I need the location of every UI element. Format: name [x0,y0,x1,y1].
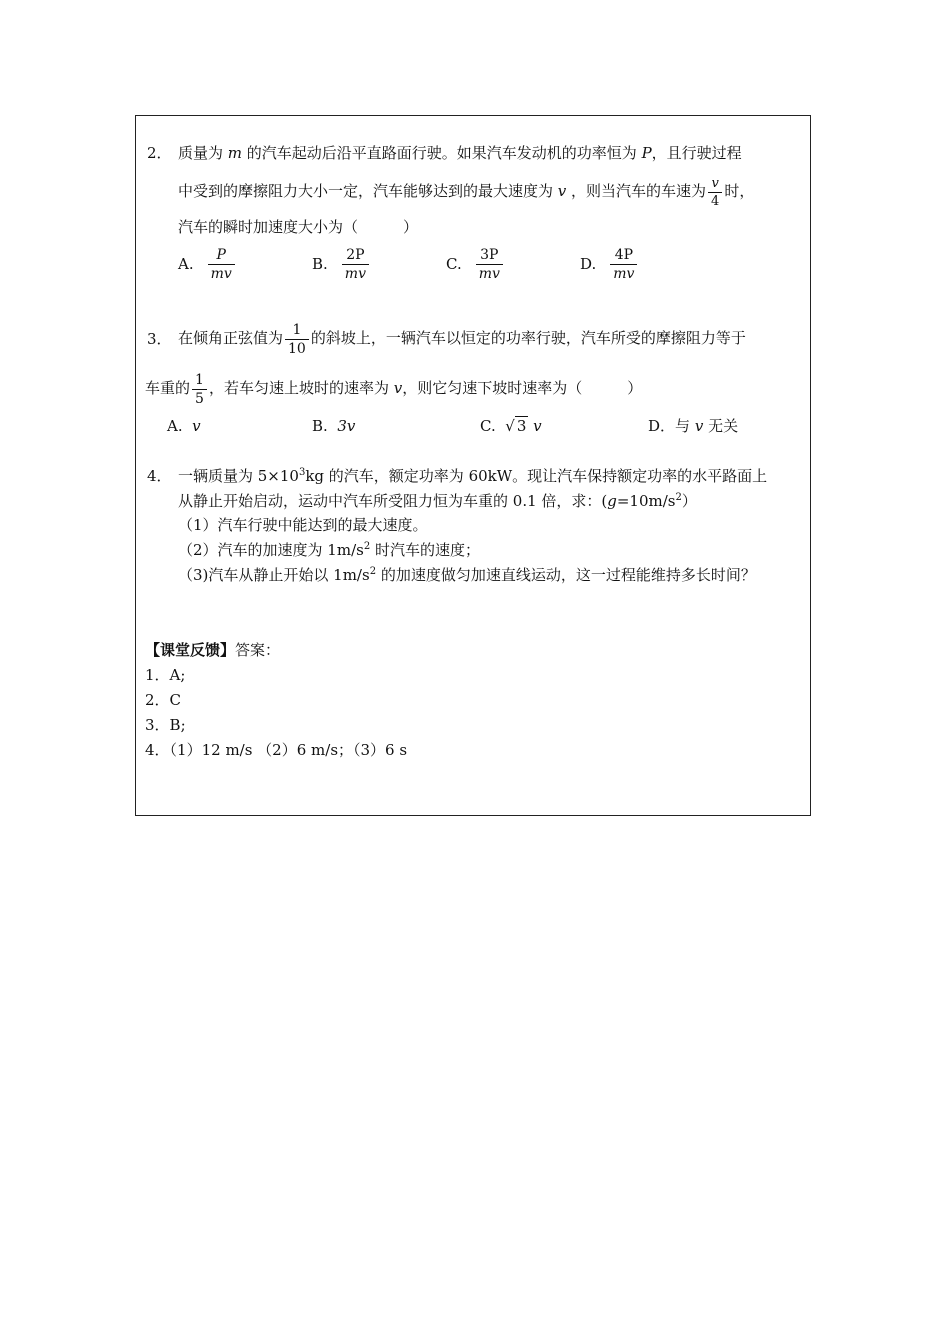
q2-number: 2． [147,144,172,162]
q4-line-2: 从静止开始启动，运动中汽车所受阻力恒为车重的 0.1 倍，求：$(g=10m/s^2)$ [178,492,697,510]
q3-option-a: A. v [167,417,201,435]
speed-fraction: $\frac{v}{4}$ [708,177,722,208]
q2-option-c: C. $\frac{3P}{mv}$ [446,248,505,281]
answer-1: 1．A; [145,666,186,684]
q4-line-1: 一辆质量为 $5\times 10^3kg$ 的汽车，额定功率为 60kW。现让汽车保持额定功率的水平路面上 [178,467,768,485]
sqrt-symbol: √ 3 [505,417,527,435]
answer-4: 4．（1）12 m/s （2）6 m/s；（3）6 s [145,741,408,759]
q4-sub-1: （1）汽车行驶中能达到的最大速度。 [178,516,428,534]
q2-option-d: D. $\frac{4P}{mv}$ [580,248,639,281]
q3-option-d: D．与 v 无关 [648,417,739,435]
q2-line-3: 汽车的瞬时加速度大小为（ ） [178,218,419,236]
q3-option-c: C. √ 3 v [480,417,542,435]
feedback-heading: 【课堂反馈】答案： [145,641,281,659]
q2-line-2: 中受到的摩擦阻力大小一定，汽车能够达到的最大速度为 v ，则当汽车的车速为 $\frac{v}{4}$ 时， [178,175,755,209]
slope-fraction: $\frac{1}{10}$ [285,323,309,356]
q3-option-b: B. 3v [312,417,356,435]
q2-line-1: 质量为 m 的汽车起动后沿平直路面行驶。如果汽车发动机的功率恒为 P，且行驶过程 [178,144,742,162]
weight-fraction: $\frac{1}{5}$ [192,373,207,406]
q2-option-b: B. $\frac{2P}{mv}$ [312,248,371,281]
q4-sub-3: （3)汽车从静止开始以 $1m/s^2$ 的加速度做匀加速直线运动，这一过程能维持多长时间？ [178,566,756,584]
q4-sub-2: （2）汽车的加速度为 $1m/s^2$ 时汽车的速度； [178,541,480,559]
q3-line-1: 在倾角正弦值为 $\frac{1}{10}$ 的斜坡上，一辆汽车以恒定的功率行驶，汽车所受的摩擦阻力等于 [178,321,746,357]
q3-line-2: 车重的 $\frac{1}{5}$ ，若车匀速上坡时的速率为 v，则它匀速下坡时速率为（ ） [145,371,643,407]
answer-2: 2．C [145,691,182,709]
q2-option-a: A. $\frac{P}{mv}$ [178,248,237,281]
q3-number: 3． [147,330,172,348]
answer-3: 3．B; [145,716,186,734]
q4-number: 4． [147,467,172,485]
